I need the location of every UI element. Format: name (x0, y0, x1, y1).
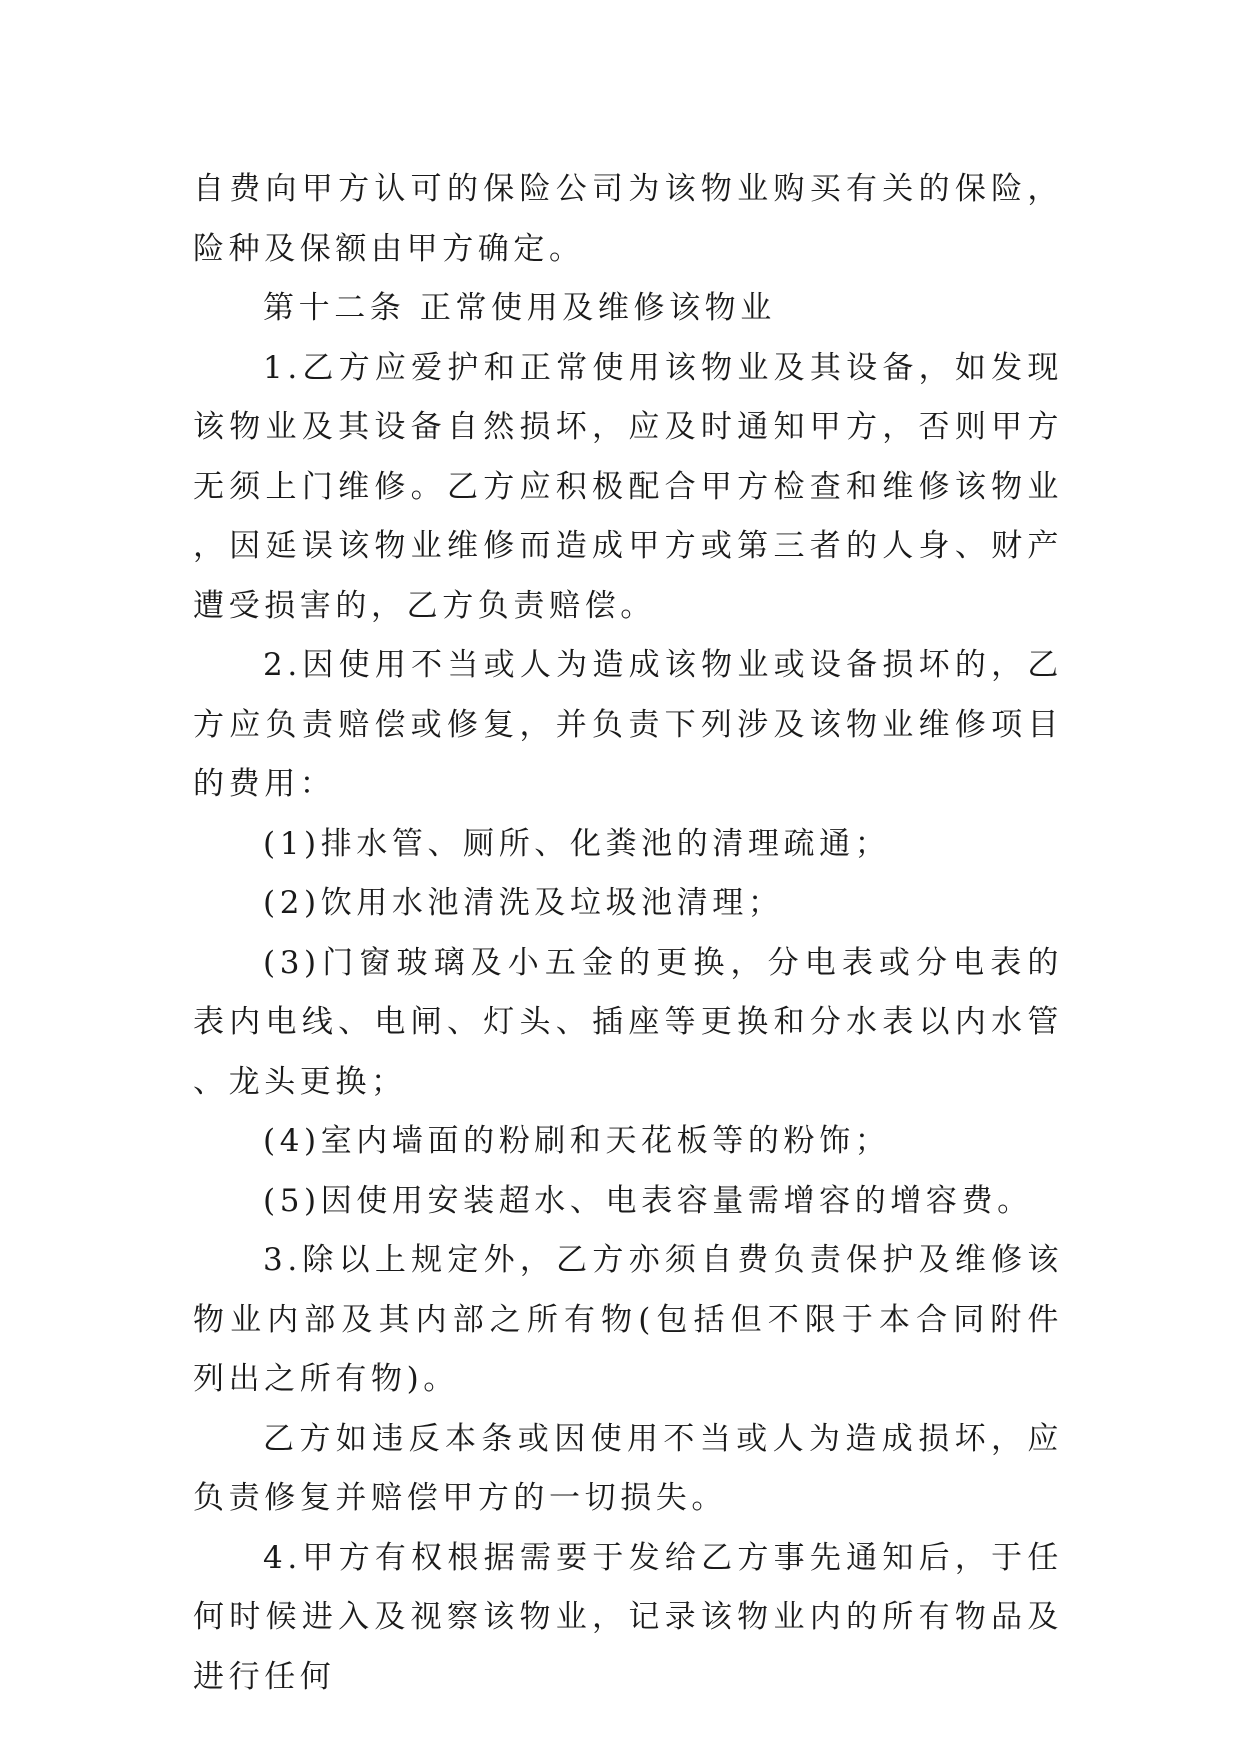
paragraph-insurance-continued: 自费向甲方认可的保险公司为该物业购买有关的保险，险种及保额由甲方确定。 (193, 171, 1063, 267)
article-12-heading: 第十二条 正常使用及维修该物业 (263, 290, 776, 326)
paragraph-violation: 乙方如违反本条或因使用不当或人为造成损坏，应负责修复并赔偿甲方的一切损失。 (193, 1420, 1063, 1516)
list-item-5: (5)因使用安装超水、电表容量需增容的增容费。 (263, 1182, 1033, 1219)
paragraph-clause-2: 2.因使用不当或人为造成该物业或设备损坏的，乙方应负责赔偿或修复，并负责下列涉及该物业维修项目的费用： (193, 647, 1063, 802)
paragraph-clause-4: 4.甲方有权根据需要于发给乙方事先通知后，于任何时候进入及视察该物业，记录该物业内的所有物品及进行任何 (193, 1539, 1063, 1695)
paragraph-clause-1: 1.乙方应爱护和正常使用该物业及其设备，如发现该物业及其设备自然损坏，应及时通知甲方，否则甲方无须上门维修。乙方应积极配合甲方检查和维修该物业，因延误该物业维修而造成甲方或第三者的人身、财产遭受损害的，乙方负责赔偿。 (193, 349, 1063, 624)
list-item-1: (1)排水管、厕所、化粪池的清理疏通； (263, 825, 891, 862)
list-item-4: (4)室内墙面的粉刷和天花板等的粉饰； (263, 1123, 891, 1159)
document-body (193, 160, 1063, 1707)
list-item-2: (2)饮用水池清洗及垃圾池清理； (263, 885, 784, 921)
list-item-3: (3)门窗玻璃及小五金的更换，分电表或分电表的表内电线、电闸、灯头、插座等更换和分水表以内水管、龙头更换； (193, 944, 1063, 1100)
paragraph-clause-3: 3.除以上规定外，乙方亦须自费负责保护及维修该物业内部及其内部之所有物(包括但不限于本合同附件列出之所有物)。 (193, 1242, 1063, 1397)
